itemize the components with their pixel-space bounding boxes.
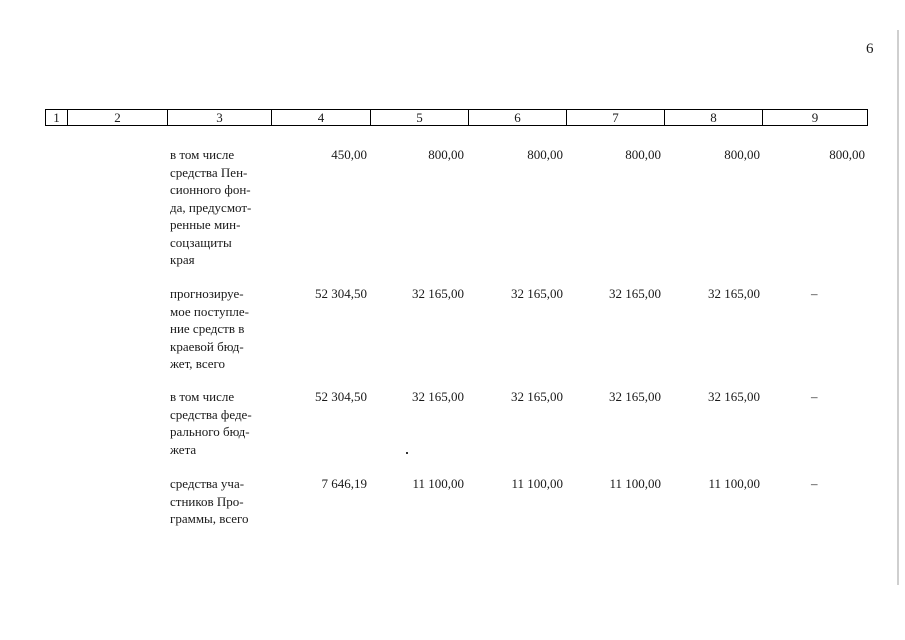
header-col-9: 9 [811,110,819,125]
value-col-6: 11 100,00 [511,476,563,491]
value-col-5: 32 165,00 [412,389,464,404]
value-col-9: – [811,286,818,301]
value-col-9: – [811,389,818,404]
column-number-header [45,109,868,126]
value-col-9: – [811,476,818,491]
row-description: в том числе средства феде- рального бюд- жета [170,389,252,457]
value-col-5: 11 100,00 [412,476,464,491]
value-col-7: 800,00 [625,147,661,162]
header-col-6: 6 [469,110,567,125]
header-col-4: 4 [272,110,371,125]
header-col-7: 7 [567,110,665,125]
value-col-4: 7 646,19 [321,476,367,491]
header-col-3: 3 [168,110,272,125]
value-col-6: 800,00 [527,147,563,162]
scan-speck [406,452,408,454]
row-description: средства уча- стников Про- граммы, всего [170,476,249,526]
value-col-4: 52 304,50 [315,389,367,404]
value-col-7: 32 165,00 [609,389,661,404]
value-col-9: 800,00 [829,147,865,162]
row-description: прогнозируе- мое поступле- ние средств в краевой бюд- жет, всего [170,286,250,371]
row-description: в том числе средства Пен- сионного фон- да, предусмот- ренные мин- соцзащиты края [170,147,252,267]
value-col-8: 800,00 [724,147,760,162]
header-col-2: 2 [68,110,168,125]
value-col-7: 32 165,00 [609,286,661,301]
value-col-5: 32 165,00 [412,286,464,301]
value-col-6: 32 165,00 [511,286,563,301]
header-col-8: 8 [665,110,763,125]
value-col-4: 450,00 [331,147,367,162]
page-number: 6 [866,41,874,57]
value-col-6: 32 165,00 [511,389,563,404]
scan-edge-line [897,30,899,585]
header-col-1: 1 [46,110,68,125]
value-col-4: 52 304,50 [315,286,367,301]
value-col-7: 11 100,00 [609,476,661,491]
value-col-8: 32 165,00 [708,389,760,404]
value-col-8: 11 100,00 [708,476,760,491]
value-col-5: 800,00 [428,147,464,162]
header-col-5: 5 [371,110,469,125]
value-col-8: 32 165,00 [708,286,760,301]
